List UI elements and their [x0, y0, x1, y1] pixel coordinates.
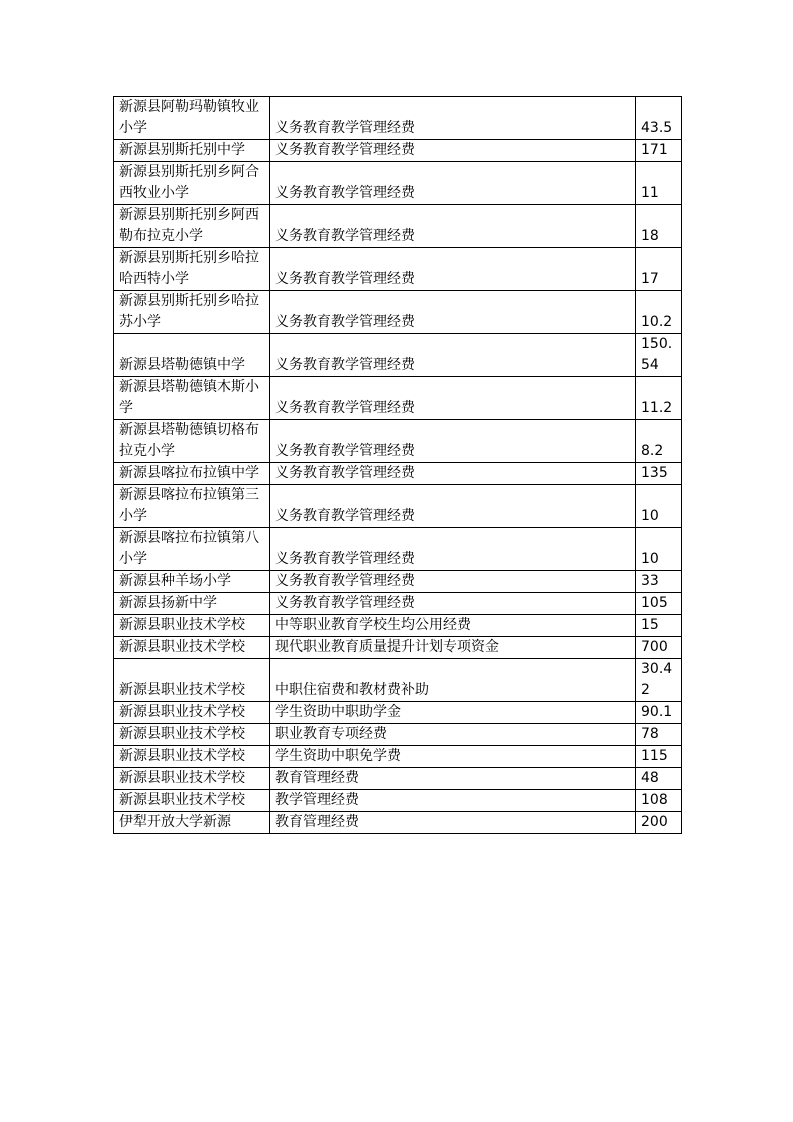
unit-cell: 新源县职业技术学校	[114, 746, 270, 768]
unit-cell: 新源县职业技术学校	[114, 637, 270, 659]
item-cell: 教育管理经费	[270, 768, 636, 790]
item-cell: 义务教育教学管理经费	[270, 162, 636, 205]
amount-cell: 8.2	[636, 420, 682, 463]
table-row	[114, 97, 682, 140]
table-row	[114, 659, 682, 702]
amount-cell: 171	[636, 140, 682, 162]
amount-cell: 43.5	[636, 97, 682, 140]
table-row	[114, 702, 682, 724]
unit-cell: 新源县别斯托别乡阿西勒布拉克小学	[114, 205, 270, 248]
item-cell: 义务教育教学管理经费	[270, 593, 636, 615]
funding-table-body	[114, 97, 682, 834]
table-row	[114, 334, 682, 377]
amount-cell: 48	[636, 768, 682, 790]
table-row	[114, 291, 682, 334]
item-cell: 义务教育教学管理经费	[270, 528, 636, 571]
amount-cell: 30.42	[636, 659, 682, 702]
amount-cell: 33	[636, 571, 682, 593]
table-row	[114, 571, 682, 593]
item-cell: 义务教育教学管理经费	[270, 463, 636, 485]
unit-cell: 新源县塔勒德镇中学	[114, 334, 270, 377]
table-row	[114, 746, 682, 768]
item-cell: 义务教育教学管理经费	[270, 140, 636, 162]
unit-cell: 新源县职业技术学校	[114, 659, 270, 702]
unit-cell: 新源县别斯托别乡哈拉哈西特小学	[114, 248, 270, 291]
amount-cell: 135	[636, 463, 682, 485]
unit-cell: 新源县职业技术学校	[114, 724, 270, 746]
table-row	[114, 812, 682, 834]
amount-cell: 10	[636, 485, 682, 528]
table-row	[114, 790, 682, 812]
amount-cell: 17	[636, 248, 682, 291]
unit-cell: 新源县职业技术学校	[114, 615, 270, 637]
item-cell: 义务教育教学管理经费	[270, 334, 636, 377]
unit-cell: 新源县喀拉布拉镇中学	[114, 463, 270, 485]
unit-cell: 新源县塔勒德镇木斯小学	[114, 377, 270, 420]
item-cell: 义务教育教学管理经费	[270, 571, 636, 593]
item-cell: 义务教育教学管理经费	[270, 205, 636, 248]
table-row	[114, 420, 682, 463]
table-row	[114, 724, 682, 746]
unit-cell: 新源县别斯托别乡阿合西牧业小学	[114, 162, 270, 205]
unit-cell: 新源县阿勒玛勒镇牧业小学	[114, 97, 270, 140]
unit-cell: 新源县职业技术学校	[114, 768, 270, 790]
amount-cell: 11	[636, 162, 682, 205]
table-row	[114, 768, 682, 790]
table-row	[114, 162, 682, 205]
unit-cell: 新源县职业技术学校	[114, 702, 270, 724]
table-row	[114, 140, 682, 162]
unit-cell: 伊犁开放大学新源	[114, 812, 270, 834]
item-cell: 义务教育教学管理经费	[270, 485, 636, 528]
amount-cell: 700	[636, 637, 682, 659]
amount-cell: 10	[636, 528, 682, 571]
unit-cell: 新源县喀拉布拉镇第八小学	[114, 528, 270, 571]
table-row	[114, 528, 682, 571]
item-cell: 中职住宿费和教材费补助	[270, 659, 636, 702]
item-cell: 现代职业教育质量提升计划专项资金	[270, 637, 636, 659]
item-cell: 教育管理经费	[270, 812, 636, 834]
item-cell: 学生资助中职助学金	[270, 702, 636, 724]
item-cell: 义务教育教学管理经费	[270, 377, 636, 420]
table-row	[114, 615, 682, 637]
table-row	[114, 377, 682, 420]
table-row	[114, 248, 682, 291]
item-cell: 义务教育教学管理经费	[270, 420, 636, 463]
amount-cell: 18	[636, 205, 682, 248]
item-cell: 中等职业教育学校生均公用经费	[270, 615, 636, 637]
unit-cell: 新源县喀拉布拉镇第三小学	[114, 485, 270, 528]
amount-cell: 108	[636, 790, 682, 812]
amount-cell: 10.2	[636, 291, 682, 334]
amount-cell: 90.1	[636, 702, 682, 724]
unit-cell: 新源县别斯托别中学	[114, 140, 270, 162]
item-cell: 教学管理经费	[270, 790, 636, 812]
funding-table	[113, 96, 682, 834]
item-cell: 义务教育教学管理经费	[270, 97, 636, 140]
table-row	[114, 637, 682, 659]
amount-cell: 105	[636, 593, 682, 615]
unit-cell: 新源县扬新中学	[114, 593, 270, 615]
table-row	[114, 205, 682, 248]
amount-cell: 78	[636, 724, 682, 746]
amount-cell: 115	[636, 746, 682, 768]
amount-cell: 150.54	[636, 334, 682, 377]
unit-cell: 新源县别斯托别乡哈拉苏小学	[114, 291, 270, 334]
table-row	[114, 485, 682, 528]
item-cell: 学生资助中职免学费	[270, 746, 636, 768]
item-cell: 义务教育教学管理经费	[270, 291, 636, 334]
amount-cell: 200	[636, 812, 682, 834]
table-row	[114, 463, 682, 485]
table-row	[114, 593, 682, 615]
unit-cell: 新源县塔勒德镇切格布拉克小学	[114, 420, 270, 463]
unit-cell: 新源县种羊场小学	[114, 571, 270, 593]
amount-cell: 15	[636, 615, 682, 637]
item-cell: 职业教育专项经费	[270, 724, 636, 746]
amount-cell: 11.2	[636, 377, 682, 420]
item-cell: 义务教育教学管理经费	[270, 248, 636, 291]
unit-cell: 新源县职业技术学校	[114, 790, 270, 812]
